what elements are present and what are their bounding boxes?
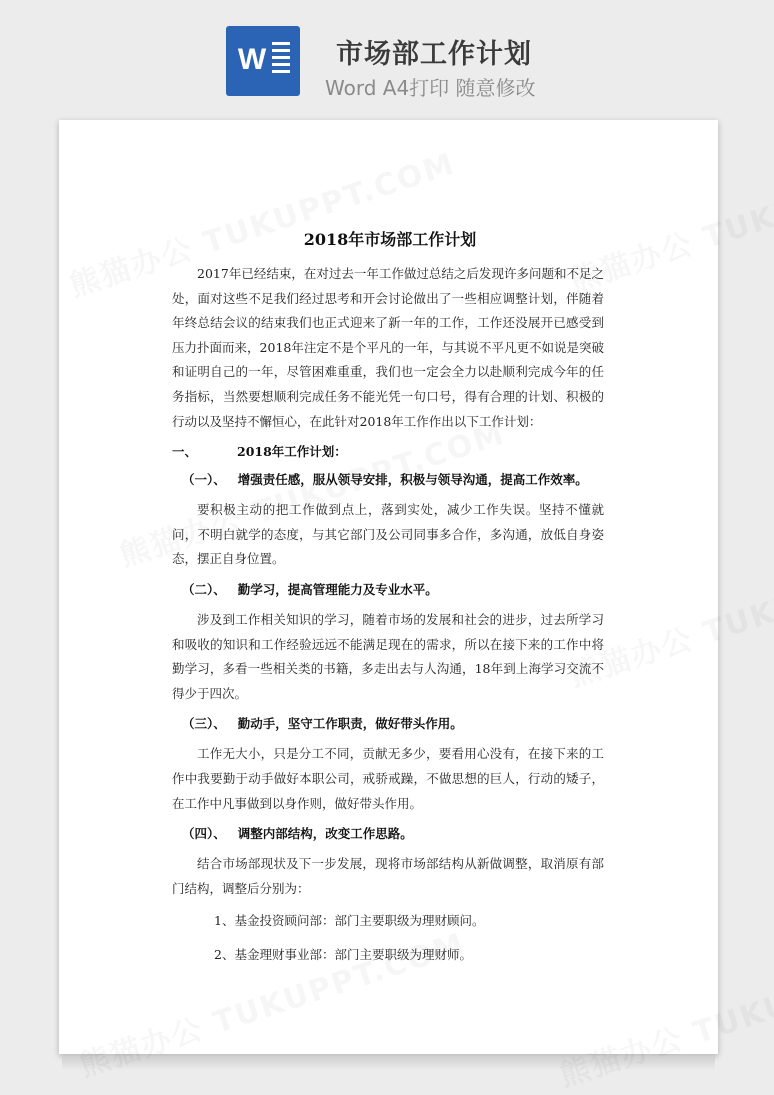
subsection-heading [172, 466, 604, 494]
word-icon-lines [272, 42, 290, 80]
list-item: 2、基金理财事业部：部门主要职级为理财师。 [214, 947, 472, 963]
subsection-label: 调整内部结构，改变工作思路。 [237, 826, 413, 842]
header-title: 市场部工作计划 [336, 39, 532, 70]
subsection-number: （四）、 [182, 826, 226, 842]
subsection-paragraph: 要积极主动的把工作做到点上，落到实处，减少工作失误。坚持不懂就问，不明白就学的态度，与其它部门及公司同事多合作，多沟通，放低自身姿态，摆正自身位置。 [172, 502, 604, 567]
section-heading [172, 438, 604, 466]
word-doc-icon [226, 26, 300, 96]
document-body [172, 226, 604, 969]
template-header [0, 0, 774, 118]
subsection-heading [172, 576, 604, 604]
word-icon-letter: W [237, 43, 267, 76]
header-subtitle: Word A4打印 随意修改 [325, 76, 536, 100]
subsection-number: （二）、 [182, 581, 226, 597]
subsection-paragraph: 工作无大小，只是分工不同，贡献无多少，要看用心没有，在接下来的工作中我要勤于动手做好本职公司，戒骄戒躁，不做思想的巨人，行动的矮子，在工作中凡事做到以身作则，做好带头作用。 [172, 746, 604, 811]
subsection-label: 勤学习，提高管理能力及专业水平。 [237, 581, 438, 597]
subsection-number: （一）、 [182, 472, 226, 488]
document-title: 2018年市场部工作计划 [303, 230, 477, 249]
subsection-number: （三）、 [182, 716, 226, 732]
subsection-paragraph: 涉及到工作相关知识的学习，随着市场的发展和社会的进步，过去所学习和吸收的知识和工作经验远远不能满足现在的需求，所以在接下来的工作中将勤学习，多看一些相关类的书籍，多走出去与人沟通，18年到上海学习交流不得少于四次。 [172, 611, 604, 701]
section-number: 一、 [172, 444, 198, 460]
subsection-label: 勤动手，坚守工作职责，做好带头作用。 [237, 716, 463, 732]
subsection-heading [172, 710, 604, 738]
subsection-heading [172, 820, 604, 848]
subsection-label: 增强责任感，服从领导安排，积极与领导沟通，提高工作效率。 [237, 472, 588, 488]
list-item: 1、基金投资顾问部：部门主要职级为理财顾问。 [214, 913, 485, 929]
subsection-paragraph: 结合市场部现状及下一步发展，现将市场部结构从新做调整，取消原有部门结构，调整后分别为： [172, 856, 604, 896]
intro-paragraph: 2017年已经结束，在对过去一年工作做过总结之后发现许多问题和不足之处，面对这些不足我们经过思考和开会讨论做出了一些相应调整计划，伴随着年终总结会议的结束我们也正式迎来了新一年的工作，工作还没展开已感受到压力扑面而来，2018年注定不是个平凡的一年，与其说不平凡更不如说是突破和证明自己的一年，尽管困难重重，我们也一定会全力以赴顺利完成今年的任务指标，当然要想顺利完成任务不能光凭一句口号，得有合理的计划、积极的行动以及坚持不懈恒心，在此针对2018年工作作出以下工作计划： [172, 266, 604, 429]
section-label: 2018年工作计划： [237, 444, 347, 460]
